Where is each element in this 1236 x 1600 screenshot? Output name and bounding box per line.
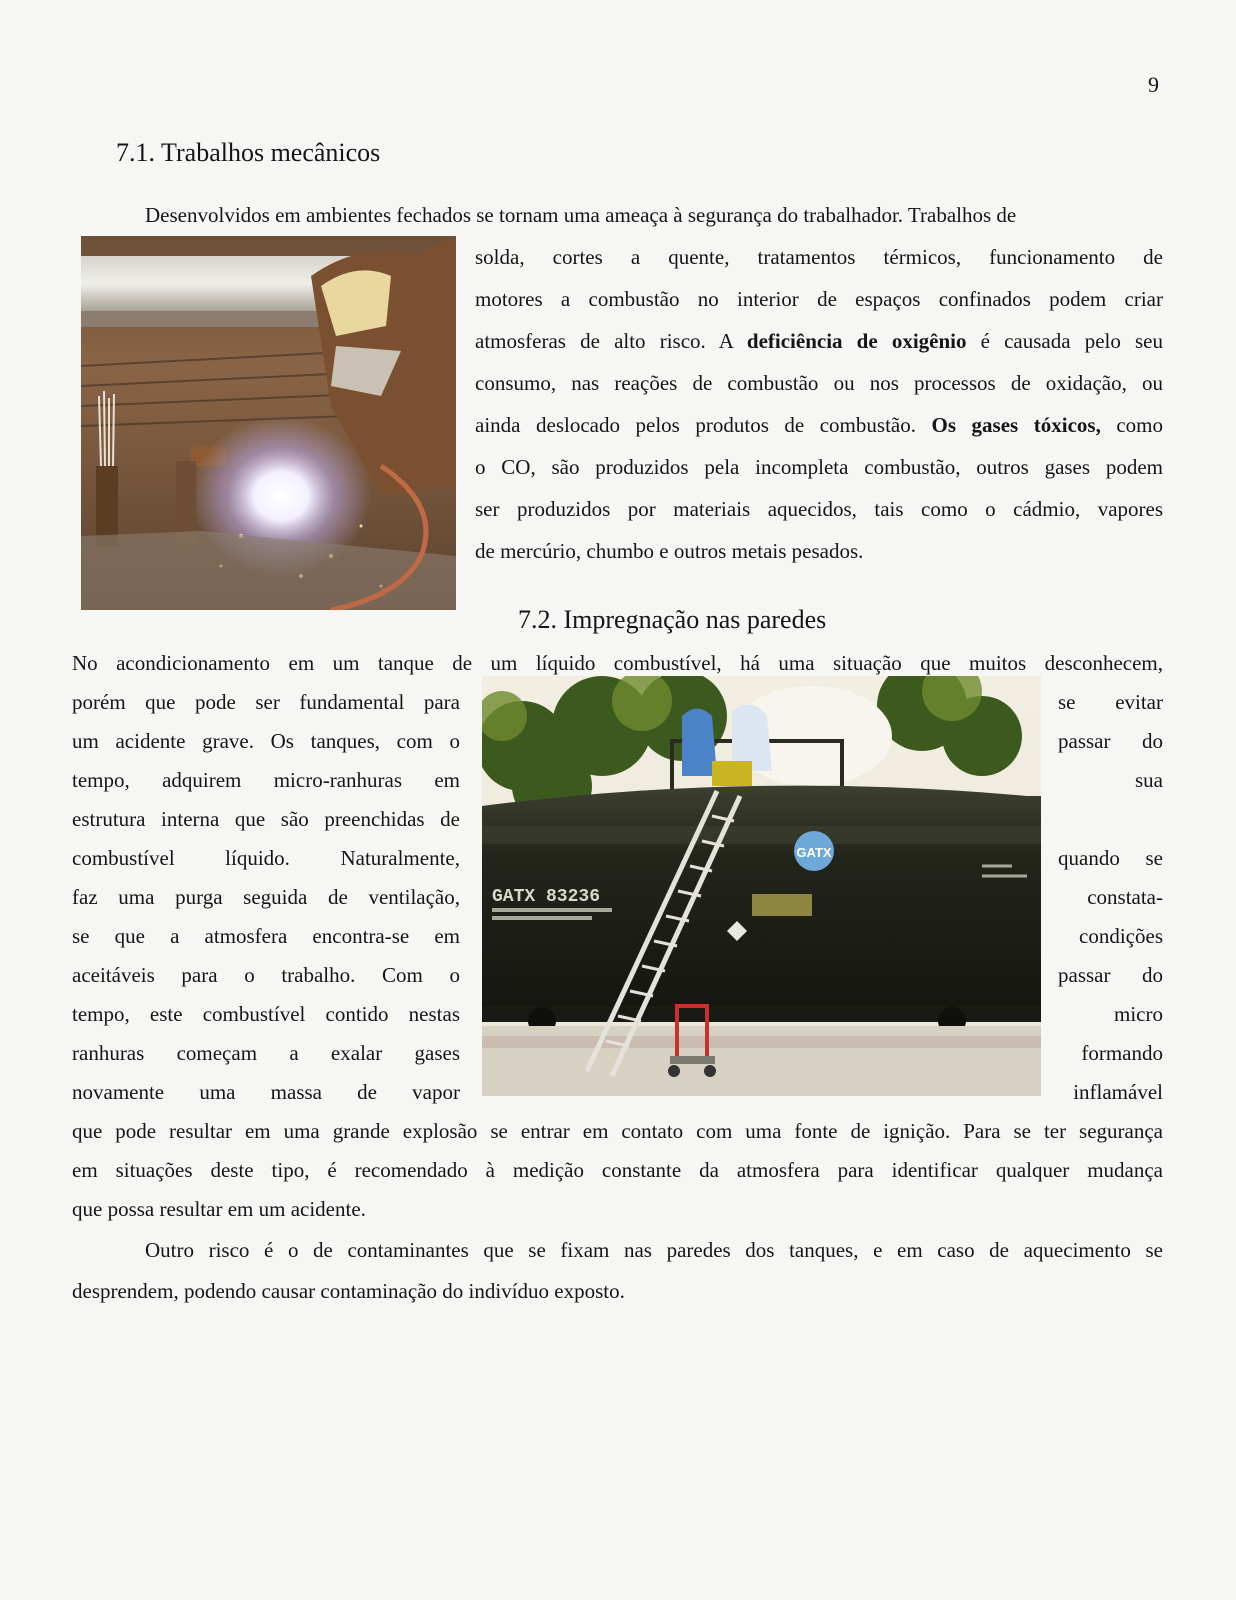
tank-car-photo <box>482 676 1041 1096</box>
paragraph-line: desprendem, podendo causar contaminação do indivíduo exposto. <box>72 1279 625 1303</box>
paragraph-line: sua <box>1135 768 1163 792</box>
paragraph-line: tempo, este combustível contido nestas <box>72 1002 460 1026</box>
bold-term: Os gases tóxicos, <box>931 413 1101 437</box>
welding-photo <box>81 236 456 610</box>
paragraph-line: passar do <box>1058 963 1163 987</box>
paragraph-line: inflamável <box>1073 1080 1163 1104</box>
paragraph-line: que possa resultar em um acidente. <box>72 1197 366 1221</box>
paragraph-line: estrutura interna que são preenchidas de <box>72 807 460 831</box>
paragraph-line: ainda deslocado pelos produtos de combustão. Os gases tóxicos, como <box>475 413 1163 437</box>
paragraph-line: motores a combustão no interior de espaços confinados podem criar <box>475 287 1163 311</box>
paragraph-line: faz uma purga seguida de ventilação, <box>72 885 460 909</box>
paragraph-line: o CO, são produzidos pela incompleta combustão, outros gases podem <box>475 455 1163 479</box>
paragraph-line: ser produzidos por materiais aquecidos, tais como o cádmio, vapores <box>475 497 1163 521</box>
paragraph-line: se evitar <box>1058 690 1163 714</box>
tank-logo: GATX <box>796 845 832 860</box>
paragraph-line: No acondicionamento em um tanque de um líquido combustível, há uma situação que muitos desconhecem, <box>72 651 1163 675</box>
paragraph-line: que pode resultar em uma grande explosão se entrar em contato com uma fonte de ignição. Para se ter segurança <box>72 1119 1163 1143</box>
paragraph-line: se que a atmosfera encontra-se em <box>72 924 460 948</box>
paragraph-line: de mercúrio, chumbo e outros metais pesados. <box>475 539 864 563</box>
paragraph-line: consumo, nas reações de combustão ou nos processos de oxidação, ou <box>475 371 1163 395</box>
paragraph-line: porém que pode ser fundamental para <box>72 690 460 714</box>
paragraph-line: novamente uma massa de vapor <box>72 1080 460 1104</box>
paragraph-line: passar do <box>1058 729 1163 753</box>
page-number: 9 <box>1148 72 1159 97</box>
paragraph-line: formando <box>1081 1041 1163 1065</box>
heading-7-1: 7.1. Trabalhos mecânicos <box>116 138 381 167</box>
bold-term: deficiência de oxigênio <box>746 329 967 353</box>
tank-marking: GATX 83236 <box>492 887 601 907</box>
paragraph-line: constata- <box>1087 885 1163 909</box>
paragraph-line <box>1058 806 1163 832</box>
paragraph-line: em situações deste tipo, é recomendado à medição constante da atmosfera para identificar qualquer mudança <box>72 1158 1163 1182</box>
paragraph-line: um acidente grave. Os tanques, com o <box>72 729 460 753</box>
paragraph-line: atmosferas de alto risco. A deficiência de oxigênio é causada pelo seu <box>475 329 1163 353</box>
heading-7-2: 7.2. Impregnação nas paredes <box>518 605 827 634</box>
paragraph-line: ranhuras começam a exalar gases <box>72 1041 460 1065</box>
paragraph-line: tempo, adquirem micro-ranhuras em <box>72 768 460 792</box>
paragraph-line: Desenvolvidos em ambientes fechados se tornam uma ameaça à segurança do trabalhador. Trabalhos de <box>145 203 1017 227</box>
paragraph-line: Outro risco é o de contaminantes que se fixam nas paredes dos tanques, e em caso de aquecimento se <box>145 1238 1163 1262</box>
paragraph-line: micro <box>1114 1002 1163 1026</box>
paragraph-line: aceitáveis para o trabalho. Com o <box>72 963 460 987</box>
paragraph-line: combustível líquido. Naturalmente, <box>72 846 460 870</box>
paragraph-line: condições <box>1079 924 1163 948</box>
paragraph-line: solda, cortes a quente, tratamentos térmicos, funcionamento de <box>475 245 1163 269</box>
paragraph-line: quando se <box>1058 846 1163 870</box>
